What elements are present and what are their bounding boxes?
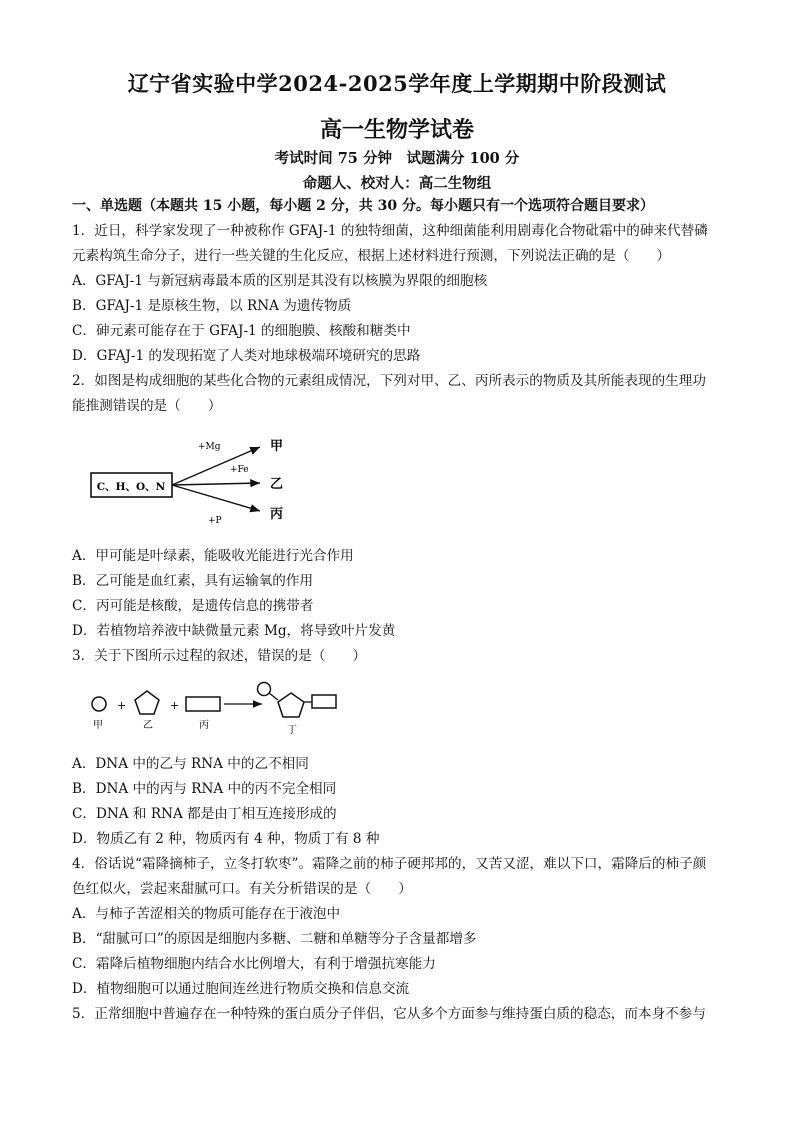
q3-stem: 3．关于下图所示过程的叙述，错误的是（ ） — [72, 648, 367, 664]
q1-option-c: C．砷元素可能存在于 GFAJ-1 的细胞膜、核酸和糖类中 — [72, 323, 411, 339]
q4-stem-line1: 4．俗话说“霜降摘柿子，立冬打软枣”。霜降之前的柿子硬邦邦的，又苦又涩，难以下口，霜降后的柿子颜 — [72, 856, 707, 872]
q4-stem-line2: 色红似火，尝起来甜腻可口。有关分析错误的是（ ） — [72, 881, 412, 897]
exam-info: 考试时间 75 分钟 试题满分 100 分 — [274, 150, 520, 167]
label-fe: +Fe — [230, 465, 249, 475]
q4-option-c: C．霜降后植物细胞内结合水比例增大，有利于增强抗寒能力 — [72, 956, 436, 972]
label-ding: 丁 — [287, 725, 297, 736]
q5-stem-line1: 5．正常细胞中普遍存在一种特殊的蛋白质分子伴侣，它从多个方面参与维持蛋白质的稳态，而本身不参与 — [72, 1006, 706, 1022]
element-composition-diagram — [88, 428, 308, 540]
q4-option-b: B．“甜腻可口”的原因是细胞内多糖、二糖和单糖等分子含量都增多 — [72, 931, 477, 947]
element-box-label: C、H、O、N — [96, 481, 166, 493]
pentose-pentagon — [135, 691, 159, 714]
phosphate-circle — [92, 697, 106, 711]
base-rectangle — [186, 697, 220, 711]
q3-option-b: B．DNA 中的丙与 RNA 中的丙不完全相同 — [72, 781, 337, 797]
target-bing: 丙 — [270, 507, 284, 522]
label-bing: 丙 — [199, 720, 209, 731]
label-p: +P — [208, 516, 222, 526]
target-yi: 乙 — [270, 477, 284, 492]
q3-option-a: A．DNA 中的乙与 RNA 中的乙不相同 — [72, 756, 309, 772]
label-yi: 乙 — [143, 720, 153, 731]
q2-option-d: D．若植物培养液中缺微量元素 Mg，将导致叶片发黄 — [72, 623, 396, 639]
q2-stem-line2: 能推测错误的是（ ） — [72, 398, 222, 414]
plus-sign-2: + — [170, 699, 180, 712]
phosphate-bond — [269, 693, 278, 700]
q2-option-c: C．丙可能是核酸，是遗传信息的携带者 — [72, 598, 314, 614]
q1-option-d: D．GFAJ-1 的发现拓宽了人类对地球极端环境研究的思路 — [72, 348, 421, 364]
q1-stem-line2: 元素构筑生命分子，进行一些关键的生化反应，根据上述材料进行预测，下列说法正确的是（ ） — [72, 248, 671, 264]
target-jia: 甲 — [270, 439, 284, 454]
arrow-to-bing — [172, 485, 260, 511]
exam-authors: 命题人、校对人：高二生物组 — [302, 175, 492, 192]
arrow-to-yi — [172, 483, 260, 485]
section-heading: 一、单选题（本题共 15 小题，每小题 2 分，共 30 分。每小题只有一个选项符合题目要求） — [72, 198, 654, 214]
label-jia: 甲 — [93, 720, 103, 731]
q1-option-b: B．GFAJ-1 是原核生物，以 RNA 为遗传物质 — [72, 298, 352, 314]
label-mg: +Mg — [198, 442, 221, 452]
nucleotide-base — [312, 695, 336, 708]
q3-option-c: C．DNA 和 RNA 都是由丁相互连接形成的 — [72, 806, 337, 822]
q4-option-a: A．与柿子苦涩相关的物质可能存在于液泡中 — [72, 906, 341, 922]
nucleotide-phosphate — [258, 683, 271, 696]
q1-option-a: A．GFAJ-1 与新冠病毒最本质的区别是其没有以核膜为界限的细胞核 — [72, 273, 488, 289]
q2-option-b: B．乙可能是血红素，具有运输氧的作用 — [72, 573, 314, 589]
nucleotide-diagram — [88, 678, 358, 742]
nucleotide-pentose — [278, 693, 304, 717]
q4-option-d: D．植物细胞可以通过胞间连丝进行物质交换和信息交流 — [72, 981, 410, 997]
exam-title: 辽宁省实验中学2024-2025学年度上学期期中阶段测试 — [127, 71, 667, 96]
q3-option-d: D．物质乙有 2 种，物质丙有 4 种，物质丁有 8 种 — [72, 831, 380, 847]
exam-subtitle: 高一生物学试卷 — [319, 117, 474, 143]
q2-stem-line1: 2．如图是构成细胞的某些化合物的元素组成情况，下列对甲、乙、丙所表示的物质及其所能表现的生理功 — [72, 373, 706, 389]
q1-stem-line1: 1．近日，科学家发现了一种被称作 GFAJ-1 的独特细菌，这种细菌能利用剧毒化合物砒霜中的砷来代替磷 — [72, 223, 708, 239]
plus-sign-1: + — [117, 699, 127, 712]
q2-option-a: A．甲可能是叶绿素，能吸收光能进行光合作用 — [72, 548, 354, 564]
